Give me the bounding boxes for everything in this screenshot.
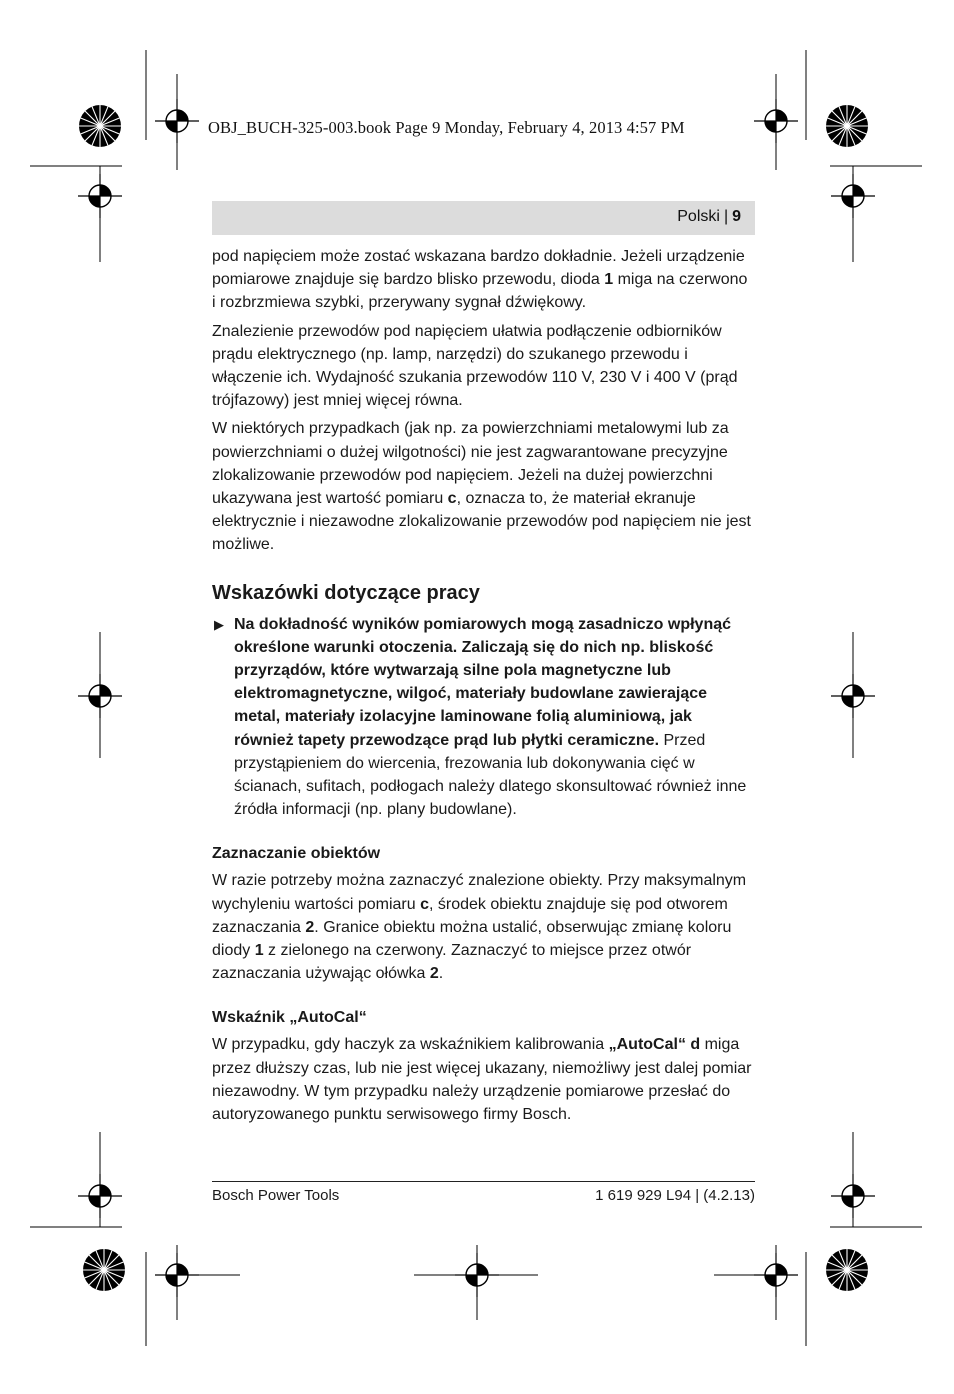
bullet-bold-text: Na dokładność wyników pomiarowych mogą zasadniczo wpłynąć określone warunki otoczenia. Zaliczają się do nich np. bliskość przyrządów, które wytwarzają silne pola magnetyczne lub elektromagnetyczne, wilgoć, materiały budowlane zawierające metal, materiały izolacyjne laminowane folią aluminiową, jak również tapety przewodzące prąd lub płytki ceramiczne. (234, 615, 732, 749)
header-language: Polski (677, 208, 720, 225)
ref-letter: c (420, 895, 429, 913)
paragraph (212, 320, 755, 413)
section-title: Wskazówki dotyczące pracy (212, 581, 480, 604)
text: . Granice obiektu można ustalić, obserwując zmianę koloru diody (212, 918, 732, 960)
page-header (212, 201, 755, 235)
text: Znalezienie przewodów pod napięciem ułatwia podłączenie odbiorników prądu elektrycznego (np. lamp, narzędzi) do szukanego przewodu i włączenie ich. Wydajność szukania przewodów 110 V, 230 V i 400 V (prąd trójfazowy) jest mniej więcej równa. (212, 322, 738, 410)
text: pod napięciem może zostać wskazana bardzo dokładnie. Jeżeli urządzenie pomiarowe znajduje się bardzo blisko przewodu, dioda (212, 248, 745, 289)
ref-number: 2 (305, 918, 315, 936)
text: . (438, 965, 444, 983)
text: W razie potrzeby można zaznaczyć znalezione obiekty. Przy maksymalnym wychyleniu wartości pomiaru (212, 872, 747, 913)
subsection-title-marking: Zaznaczanie obiektów (212, 845, 381, 863)
paragraph (212, 417, 755, 556)
page-content (212, 245, 755, 1131)
text: miga przez dłuższy czas, lub nie jest więcej ukazany, niemożliwy jest dalej pomiar niezawodny. W tym przypadku należy urządzenie pomiarowe przesłać do autoryzowanego punktu serwisowego firmy Bosch. (212, 1036, 752, 1124)
paragraph-autocal (212, 1033, 755, 1126)
ref-autocal: „AutoCal“ d (608, 1036, 701, 1054)
bullet-item (212, 613, 755, 822)
footer-publisher: Bosch Power Tools (212, 1187, 340, 1204)
text: miga na czerwono i rozbrzmiewa szybki, przerywany sygnał dźwiękowy. (212, 271, 748, 312)
text: W niektórych przypadkach (jak np. za powierzchniami metalowymi lub za powierzchniami o dużej wilgotności) nie jest zagwarantowane precyzyjne zlokalizowanie przewodów pod napięciem. Jeżeli na dużej powierzchni ukazywana jest wartość pomiaru (212, 420, 729, 508)
print-slug: OBJ_BUCH-325-003.book Page 9 Monday, February 4, 2013 4:57 PM (208, 118, 685, 137)
header-label (677, 208, 741, 226)
text: , środek obiektu znajduje się pod otworem zaznaczania (212, 895, 728, 936)
ref-number: 1 (254, 942, 264, 960)
text: , oznacza to, że materiał ekranuje elektrycznie i niezawodne zlokalizowanie przewodów pod napięciem nie jest możliwe. (212, 490, 751, 554)
bullet-text: Przed przystąpieniem do wiercenia, frezowania lub dokonywania cięć w ścianach, sufitach, podłogach należy dlatego skonsultować również inne źródła informacji (np. plany budowlane). (234, 731, 747, 819)
header-separator: | (723, 208, 729, 225)
subsection-title-autocal: Wskaźnik „AutoCal“ (212, 1009, 367, 1027)
text: W przypadku, gdy haczyk za wskaźnikiem kalibrowania (212, 1036, 609, 1054)
ref-letter: c (447, 490, 457, 508)
text: z zielonego na czerwony. Zaznaczyć to miejsce przez otwór zaznaczania używając ołówka (212, 942, 692, 983)
ref-number: 2 (429, 965, 439, 983)
paragraph (212, 245, 755, 315)
footer-docnumber: 1 619 929 L94 | (4.2.13) (595, 1187, 755, 1204)
paragraph-marking (212, 869, 755, 985)
page-number: 9 (732, 208, 741, 225)
ref-number: 1 (604, 271, 614, 289)
footer-rule (212, 1181, 755, 1182)
bullet-arrow-icon: ▶ (214, 616, 224, 632)
